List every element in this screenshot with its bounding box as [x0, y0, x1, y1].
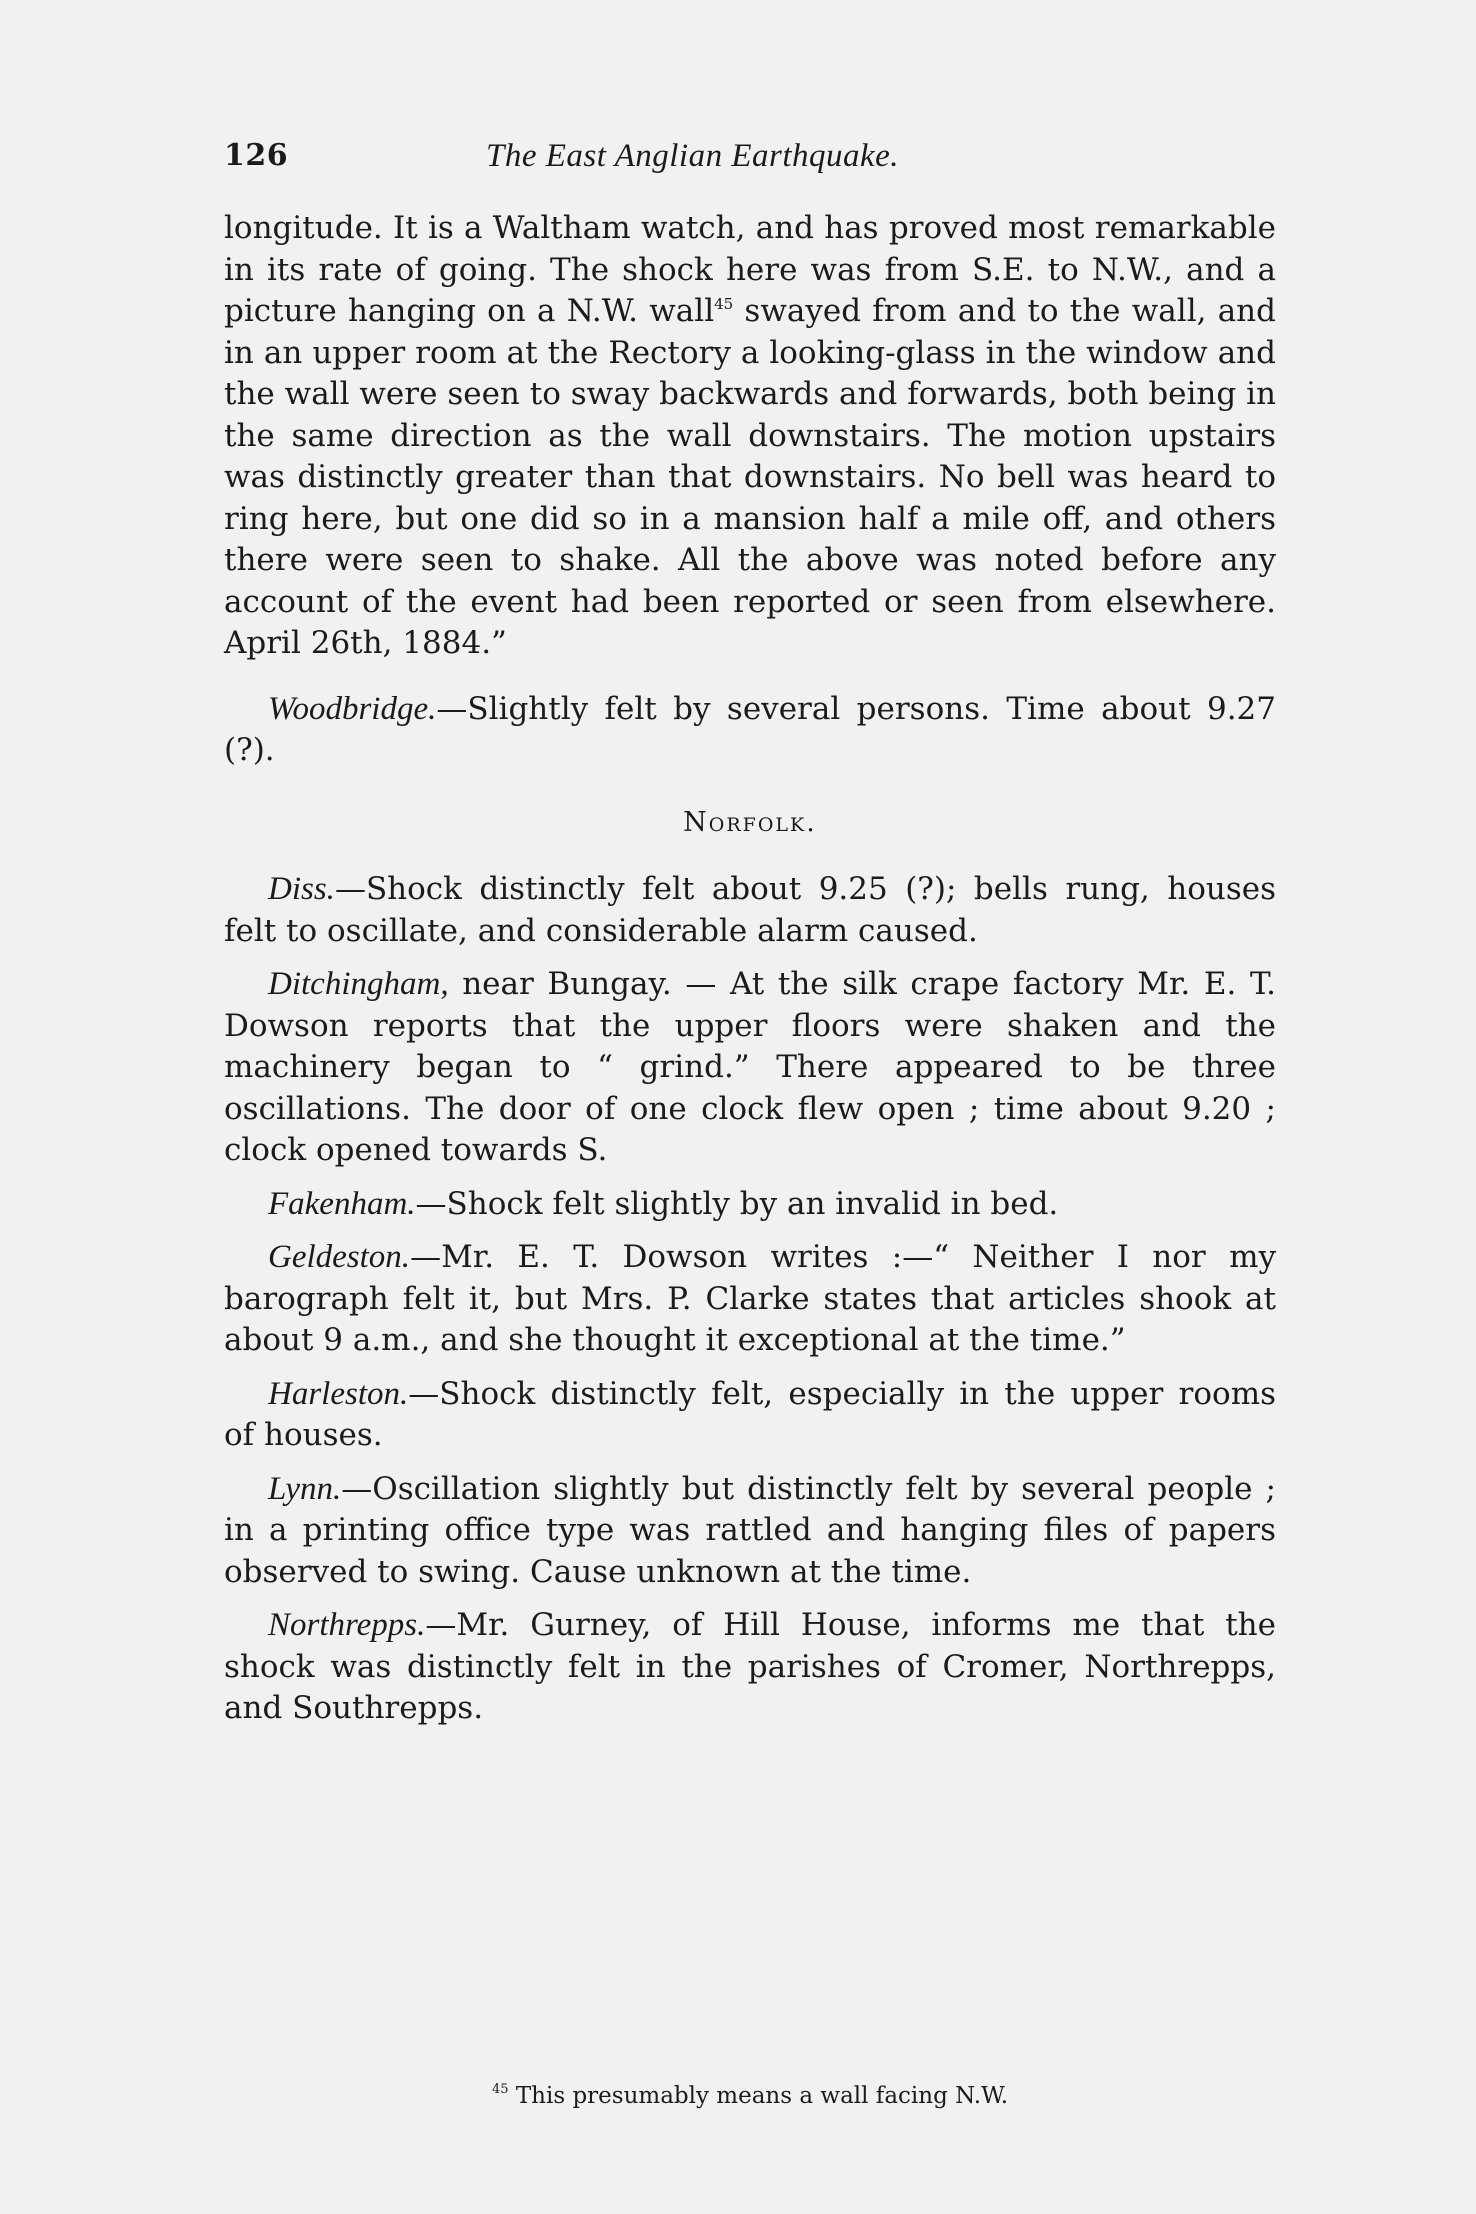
footnote-reference: 45	[714, 295, 734, 313]
entry-diss	[224, 869, 1276, 952]
paragraph-continuation	[224, 208, 1276, 665]
entry-text: —Oscillation slightly but distinctly felt by several people ; in a printing office type was rattled and hanging files of papers observed to swing. Cause unknown at the time.	[224, 1470, 1276, 1590]
body-text	[224, 208, 1276, 1730]
entry-woodbridge	[224, 689, 1276, 772]
place-name: Diss.	[268, 871, 335, 907]
entry-geldeston	[224, 1237, 1276, 1362]
entry-lynn	[224, 1469, 1276, 1594]
entry-text: —Mr. E. T. Dowson writes :—“ Neither I nor my barograph felt it, but Mrs. P. Clarke states that articles shook at about 9 a.m., and she thought it exceptional at the time.”	[224, 1239, 1276, 1358]
entry-text: —Shock felt slightly by an invalid in bed.	[415, 1185, 1059, 1222]
entry-text: —Shock distinctly felt about 9.25 (?); bells rung, houses felt to oscillate, and considerable alarm caused.	[224, 871, 1276, 949]
place-name: Woodbridge.	[268, 690, 437, 727]
entry-text: —Shock distinctly felt, especially in the upper rooms of houses.	[224, 1375, 1276, 1453]
entry-fakenham	[224, 1184, 1276, 1226]
paragraph-text-continued: swayed from and to the wall, and in an upper room at the Rectory a looking-glass in the window and the wall were seen to sway backwards and forwards, both being in the same direction as the wall downstairs. The motion upstairs was distinctly greater than that downstairs. No bell was heard to ring here, but one did so in a mansion half a mile off, and others there were seen to shake. All the above was noted before any account of the event had been reported or seen from elsewhere. April 26th, 1884.”	[224, 293, 1276, 661]
entry-text: near Bungay. — At the silk crape factory Mr. E. T. Dowson reports that the upper floors were shaken and the machinery began to “ grind.” There appeared to be three oscillations. The door of one clock flew open ; time about 9.20 ; clock opened towards S.	[224, 966, 1276, 1168]
place-name: Fakenham.	[268, 1185, 416, 1222]
footnote	[224, 2083, 1276, 2109]
place-name: Harleston.	[268, 1375, 409, 1412]
place-name: Northrepps.	[268, 1607, 426, 1643]
page-header	[224, 138, 1276, 188]
entry-northrepps	[224, 1605, 1276, 1730]
place-name: Lynn.	[268, 1470, 342, 1507]
running-title: The East Anglian Earthquake.	[486, 138, 900, 174]
place-name: Ditchingham,	[268, 966, 449, 1002]
footnote-marker: 45	[491, 2082, 509, 2097]
page-number: 126	[224, 138, 289, 173]
entry-ditchingham	[224, 964, 1276, 1172]
place-name: Geldeston.	[268, 1239, 411, 1275]
paragraph-text: longitude. It is a Waltham watch, and has proved most remarkable in its rate of going. The shock here was from S.E. to N.W., and a picture hanging on a N.W. wall	[224, 210, 1276, 329]
entry-harleston	[224, 1374, 1276, 1457]
footnote-text: This presumably means a wall facing N.W.	[508, 2083, 1009, 2109]
entry-text: —Mr. Gurney, of Hill House, informs me that the shock was distinctly felt in the parishes of Cromer, Northrepps, and Southrepps.	[224, 1607, 1276, 1726]
entry-text: —Slightly felt by several persons. Time about 9.27 (?).	[224, 690, 1276, 768]
section-heading: Norfolk.	[683, 806, 817, 838]
